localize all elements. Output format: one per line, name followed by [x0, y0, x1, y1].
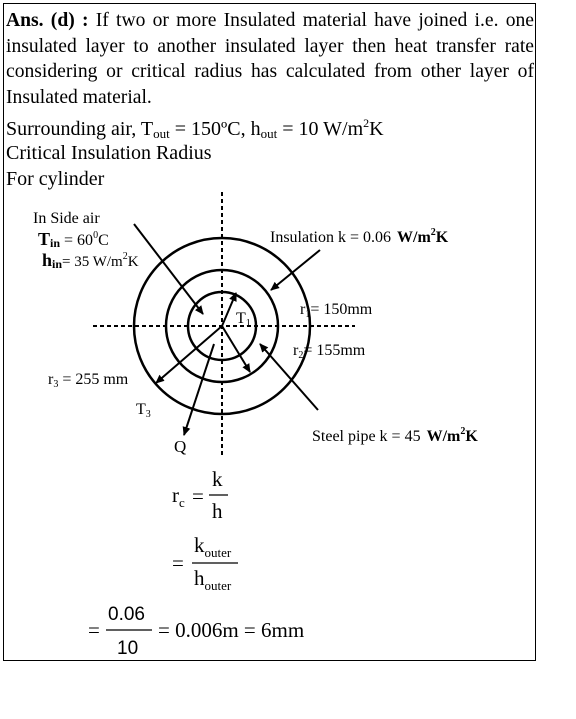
insulation-sup: 2	[430, 227, 436, 238]
rc-symbol	[172, 483, 185, 510]
q-arrow	[184, 344, 214, 435]
r2-label	[293, 342, 366, 361]
r1-arrow	[222, 293, 236, 326]
r3-value: = 255 mm	[58, 371, 129, 388]
t3-label	[136, 401, 151, 420]
r1-main: r	[300, 301, 306, 318]
r3-sub: 3	[53, 379, 59, 390]
insulation-label	[270, 227, 449, 246]
result-value: = 0.006m = 6mm	[158, 618, 305, 642]
denominator-10: 10	[117, 638, 139, 659]
surrounding-prefix: Surrounding air, T	[6, 118, 154, 140]
inside-air-arrow	[134, 224, 203, 314]
eq-2: =	[172, 551, 184, 575]
answer-label: Ans. (d) :	[6, 10, 89, 31]
heading-cylinder: For cylinder	[6, 168, 105, 190]
h-out-value: = 10 W/m	[277, 118, 364, 140]
r2-sub: 2	[298, 350, 304, 361]
t1-label	[236, 310, 251, 329]
r3-label	[48, 371, 129, 390]
tin-value: = 60	[60, 232, 94, 249]
q-label: Q	[174, 437, 187, 456]
tin-label	[38, 229, 109, 250]
k-outer-sub: outer	[204, 545, 232, 560]
k-numerator: k	[212, 467, 223, 491]
h-out-sub: out	[260, 126, 278, 141]
answer-text: If two or more Insulated material have joined i.e. one insulated layer to another insulated layer then heat transfer rate considering or critical radius has calculated from other layer of Insulated material.	[6, 10, 534, 108]
t1-sub: 1	[245, 318, 251, 329]
insulation-arrow	[271, 250, 320, 290]
insulation-unit-k: K	[435, 229, 449, 246]
eq-1: =	[192, 484, 204, 508]
steel-unit-k: K	[465, 428, 478, 445]
t-out-value: = 150ºC, h	[169, 118, 261, 140]
hin-unit: K	[127, 254, 139, 270]
h-denominator: h	[212, 499, 223, 523]
numerator-0-06: 0.06	[108, 604, 145, 625]
hin-value: = 35 W/m	[62, 254, 123, 270]
tin-sub: in	[50, 236, 61, 250]
t1-main: T	[236, 310, 246, 327]
r1-label	[300, 301, 373, 320]
steel-sup: 2	[460, 426, 466, 437]
hin-label	[42, 250, 139, 271]
hin-main: h	[42, 250, 53, 270]
steel-unit: W/m	[426, 428, 461, 445]
tin-unit: C	[98, 232, 109, 249]
h-out-sup: 2	[363, 116, 370, 130]
insulation-text: Insulation k = 0.06	[270, 229, 392, 246]
k-outer	[194, 533, 232, 560]
tin-sup: 0	[93, 230, 99, 241]
t3-sub: 3	[145, 409, 151, 420]
h-outer-sub: outer	[204, 578, 232, 593]
r2-value: = 155mm	[303, 342, 366, 359]
h-out-unit: K	[369, 118, 384, 140]
steel-text: Steel pipe k = 45	[312, 428, 421, 445]
r1-value: = 150mm	[310, 301, 373, 318]
r1-sub: 1	[305, 309, 311, 320]
inside-air-label: In Side air	[33, 210, 100, 227]
rc-main: r	[172, 483, 179, 507]
t-out-sub: out	[153, 126, 170, 141]
heading-critical-radius: Critical Insulation Radius	[6, 142, 212, 164]
h-outer	[194, 566, 232, 593]
rc-sub: c	[179, 495, 185, 510]
steel-label	[312, 426, 478, 445]
r2-main: r	[293, 342, 299, 359]
hin-sup: 2	[122, 251, 128, 262]
t3-main: T	[136, 401, 146, 418]
hin-sub: in	[52, 257, 63, 271]
tin-main: T	[38, 229, 51, 249]
k-outer-main: k	[194, 533, 205, 557]
insulation-unit: W/m	[397, 229, 431, 246]
eq-3: =	[88, 618, 100, 642]
r3-main: r	[48, 371, 54, 388]
h-outer-main: h	[194, 566, 205, 590]
